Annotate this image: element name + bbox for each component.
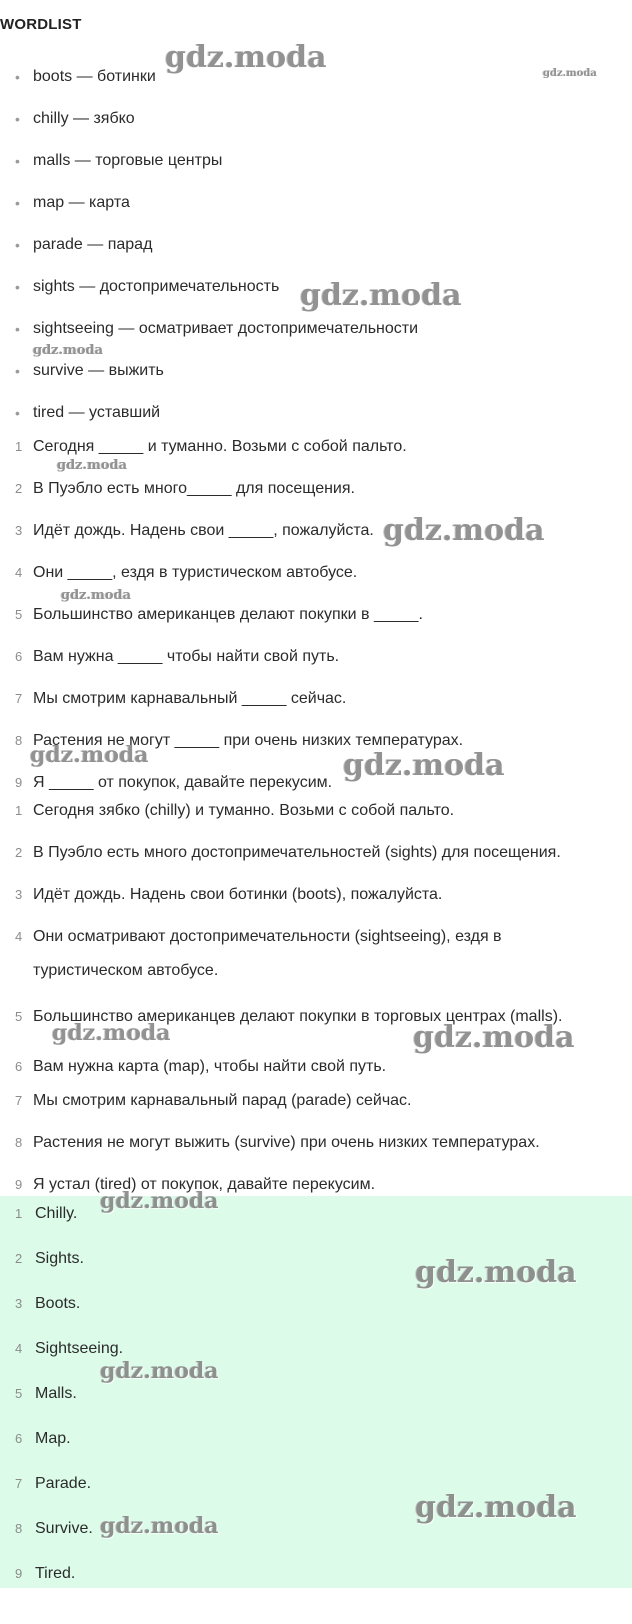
watermark-logo: gdz.moda [61,588,132,603]
bullet-icon: • [15,405,20,421]
answer-item: 7 Parade. [15,1475,92,1492]
list-item: • map — карта [0,188,632,230]
list-item: • boots — ботинки [0,62,632,104]
solution-item: 6 Вам нужна карта (map), чтобы найти свой путь. [15,1058,387,1075]
answer-item: 3 Boots. [15,1295,81,1312]
watermark-logo: gdz.moda [343,748,505,783]
solution-item: 8 Растения не могут выжить (survive) при очень низких температурах. [15,1134,540,1151]
wordlist [0,62,632,440]
watermark-logo: gdz.moda [300,278,462,313]
answer-item: 6 Map. [15,1430,71,1447]
watermark-logo: gdz.moda [100,1188,219,1214]
answer-item: 1 Chilly. [15,1205,78,1222]
answer-item: 5 Malls. [15,1385,77,1402]
task-item: 6 Вам нужна _____ чтобы найти свой путь. [15,648,340,665]
bullet-icon: • [15,363,20,379]
watermark-logo: gdz.moda [52,1020,171,1046]
solution-item: 5 Большинство американцев делают покупки в торговых центрах (malls). [15,1008,563,1025]
watermark-logo: gdz.moda [415,1255,577,1290]
solution-list [0,794,632,1204]
watermark-logo: gdz.moda [543,68,597,79]
solution-item: 2 В Пуэбло есть много достопримечательностей (sights) для посещения. [15,844,561,861]
task-item: 2 В Пуэбло есть много_____ для посещения. [15,480,355,497]
answer-item: 4 Sightseeing. [15,1340,124,1357]
solution-item: 3 Идёт дождь. Надень свои ботинки (boots), пожалуйста. [15,886,443,903]
watermark-logo: gdz.moda [413,1020,575,1055]
bullet-icon: • [15,279,20,295]
answer-item: 2 Sights. [15,1250,84,1267]
watermark-logo: gdz.moda [383,513,545,548]
task-item: 8 Растения не могут _____ при очень низких температурах. [15,732,464,749]
bullet-icon: • [15,111,20,127]
solution-item: 9 Я устал (tired) от покупок, давайте перекусим. [15,1176,376,1193]
list-item: • sightseeing — осматривает достопримечательности [0,314,632,356]
watermark-logo: gdz.moda [100,1513,219,1539]
task-item: 5 Большинство американцев делают покупки в _____. [15,606,423,623]
watermark-logo: gdz.moda [165,40,327,75]
watermark-logo: gdz.moda [30,742,149,768]
page-title: WORDLIST [0,16,82,33]
list-item: • sights — достопримечательность [0,272,632,314]
bullet-icon: • [15,321,20,337]
solution-item: 4 Они осматривают достопримечательности (sightseeing), ездя в туристическом автобусе. [15,928,502,979]
watermark-logo: gdz.moda [57,458,128,473]
task-item: 4 Они _____, ездя в туристическом автобусе. [15,564,358,581]
solution-item: 7 Мы смотрим карнавальный парад (parade) сейчас. [15,1092,412,1109]
answer-item: 8 Survive. [15,1520,93,1537]
answer-item: 9 Tired. [15,1565,76,1582]
watermark-logo: gdz.moda [415,1490,577,1525]
list-item: • survive — выжить [0,356,632,398]
list-item: • malls — торговые центры [0,146,632,188]
task-item: 7 Мы смотрим карнавальный _____ сейчас. [15,690,347,707]
bullet-icon: • [15,237,20,253]
list-item: • parade — парад [0,230,632,272]
list-item: • tired — уставший [0,398,632,440]
bullet-icon: • [15,195,20,211]
task-item: 3 Идёт дождь. Надень свои _____, пожалуйста. [15,522,374,539]
task-item: 9 Я _____ от покупок, давайте перекусим. [15,774,333,791]
bullet-icon: • [15,153,20,169]
watermark-logo: gdz.moda [33,343,104,358]
watermark-logo: gdz.moda [100,1358,219,1384]
bullet-icon: • [15,69,20,85]
list-item: • chilly — зябко [0,104,632,146]
task-item: 1 Сегодня _____ и туманно. Возьми с собой пальто. [15,438,407,455]
solution-item: 1 Сегодня зябко (chilly) и туманно. Возьми с собой пальто. [15,802,455,819]
